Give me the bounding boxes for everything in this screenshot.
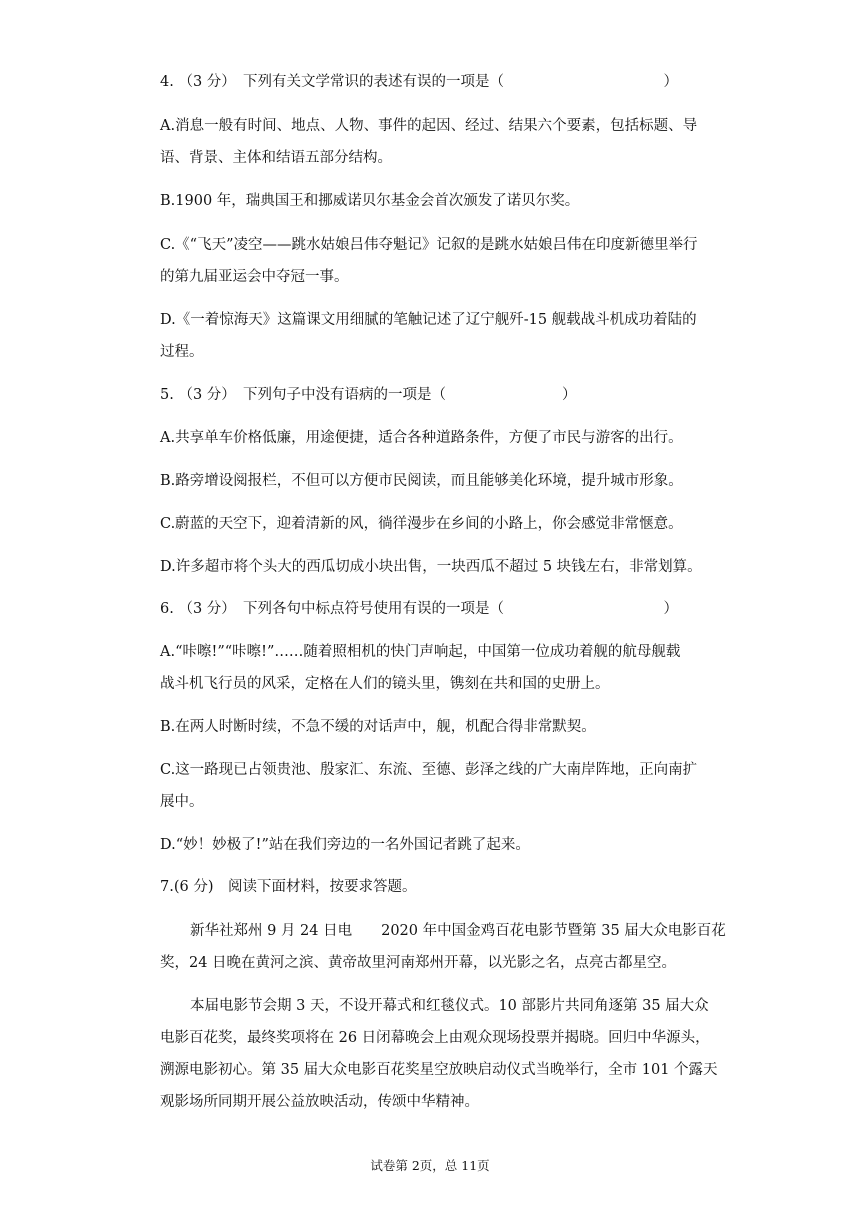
question-5-stem: 5. （3 分） 下列句子中没有语病的一项是（ ）	[160, 387, 577, 403]
q4-option-c-line-1: C.《“飞天”凌空——跳水姑娘吕伟夺魁记》记叙的是跳水姑娘吕伟在印度新德里举行	[160, 237, 698, 253]
q6-option-b: B.在两人时断时续，不急不缓的对话声中，舰，机配合得非常默契。	[160, 719, 596, 735]
q7-paragraph-2-line-3: 溯源电影初心。第 35 届大众电影百花奖星空放映启动仪式当晚举行，全市 101 个露天	[160, 1062, 718, 1078]
q4-option-a-line-2: 语、背景、主体和结语五部分结构。	[160, 150, 392, 166]
question-6-stem: 6. （3 分） 下列各句中标点符号使用有误的一项是（ ）	[160, 601, 679, 617]
q7-paragraph-2-line-2: 电影百花奖，最终奖项将在 26 日闭幕晚会上由观众现场投票并揭晓。回归中华源头，	[160, 1030, 710, 1046]
q4-option-a-line-1: A.消息一般有时间、地点、人物、事件的起因、经过、结果六个要素，包括标题、导	[160, 118, 698, 134]
q5-option-c: C.蔚蓝的天空下，迎着清新的风，徜徉漫步在乡间的小路上，你会感觉非常惬意。	[160, 516, 683, 532]
q4-option-b: B.1900 年，瑞典国王和挪威诺贝尔基金会首次颁发了诺贝尔奖。	[160, 193, 580, 209]
q6-option-a-line-1: A.“咔嚓!”“咔嚓!”……随着照相机的快门声响起，中国第一位成功着舰的航母舰载	[160, 644, 681, 660]
q5-option-a: A.共享单车价格低廉，用途便捷，适合各种道路条件，方便了市民与游客的出行。	[160, 430, 683, 446]
page-footer: 试卷第 2页，总 11页	[370, 1158, 490, 1173]
q5-option-b: B.路旁增设阅报栏，不但可以方便市民阅读，而且能够美化环境，提升城市形象。	[160, 473, 683, 489]
q7-paragraph-1-line-2: 奖，24 日晚在黄河之滨、黄帝故里河南郑州开幕，以光影之名，点亮古都星空。	[160, 955, 677, 971]
q6-option-d: D.“妙！妙极了!”站在我们旁边的一名外国记者跳了起来。	[160, 837, 530, 853]
q6-option-a-line-2: 战斗机飞行员的风采，定格在人们的镜头里，镌刻在共和国的史册上。	[160, 676, 610, 692]
q7-paragraph-2-line-1: 本届电影节会期 3 天，不设开幕式和红毯仪式。10 部影片共同角逐第 35 届大众	[190, 998, 709, 1014]
question-4-stem: 4. （3 分） 下列有关文学常识的表述有误的一项是（ ）	[160, 74, 679, 90]
q5-option-d: D.许多超市将个头大的西瓜切成小块出售，一块西瓜不超过 5 块钱左右，非常划算。	[160, 559, 702, 575]
q4-option-d-line-2: 过程。	[160, 344, 204, 360]
q6-option-c-line-2: 展中。	[160, 794, 204, 810]
q7-paragraph-1-line-1: 新华社郑州 9 月 24 日电 2020 年中国金鸡百花电影节暨第 35 届大众电影百花	[190, 923, 726, 939]
question-7-stem: 7.(6 分) 阅读下面材料，按要求答题。	[160, 879, 417, 895]
q7-paragraph-2-line-4: 观影场所同期开展公益放映活动，传颂中华精神。	[160, 1094, 479, 1110]
q6-option-c-line-1: C.这一路现已占领贵池、殷家汇、东流、至德、彭泽之线的广大南岸阵地，正向南扩	[160, 762, 698, 778]
q4-option-c-line-2: 的第九届亚运会中夺冠一事。	[160, 269, 349, 285]
q4-option-d-line-1: D.《一着惊海天》这篇课文用细腻的笔触记述了辽宁舰歼-15 舰载战斗机成功着陆的	[160, 312, 697, 328]
